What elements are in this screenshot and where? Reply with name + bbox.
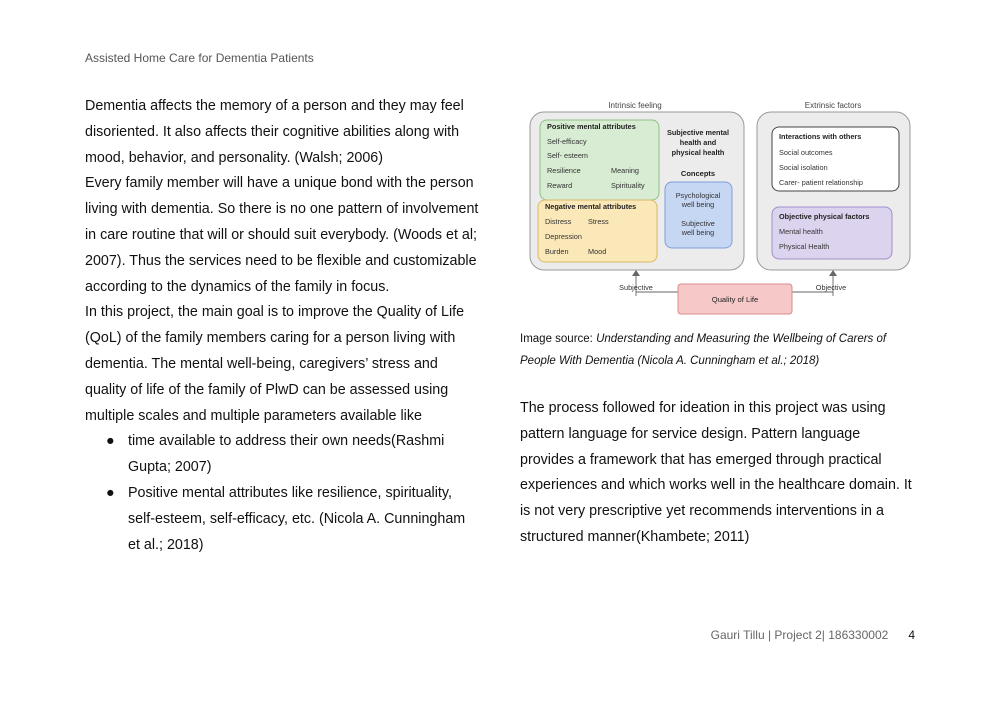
page-footer (650, 628, 915, 642)
negative-title: Negative mental attributes (545, 202, 637, 211)
positive-item: Self-efficacy (547, 137, 587, 146)
list-item-text: time available to address their own needs(Rashmi Gupta; 2007) (128, 433, 445, 476)
objective-physical-item: Mental health (779, 227, 823, 236)
objective-physical-title: Objective physical factors (779, 212, 870, 221)
left-column (85, 94, 480, 558)
paragraph-dementia: Dementia affects the memory of a person and they may feel disoriented. It also affects their cognitive abilities along with mood, behavior, and personality. (Walsh; 2006) (85, 98, 464, 166)
figure-caption (520, 328, 920, 372)
negative-item: Stress (588, 217, 609, 226)
objective-label: Objective (815, 283, 847, 292)
right-column (520, 396, 915, 551)
interactions-item: Carer- patient relationship (779, 178, 863, 187)
positive-item: Spirituality (611, 181, 645, 190)
positive-item: Meaning (611, 166, 639, 175)
extrinsic-title: Extrinsic factors (804, 101, 862, 110)
running-header: Assisted Home Care for Dementia Patients (85, 51, 314, 65)
subjective-health-line: Subjective mental (666, 128, 730, 137)
concept-item: Psychological (675, 191, 721, 200)
arrow-up-icon (632, 270, 640, 276)
bullet-icon: ● (106, 433, 115, 450)
interactions-title: Interactions with others (779, 132, 862, 141)
paragraph-project-goal: In this project, the main goal is to improve the Quality of Life (QoL) of the family members caring for a person living with dementia. The mental well-being, caregivers’ stress and quality of life of the family of PlwD can be assessed using multiple scales and multiple parameters available like (85, 304, 465, 424)
intrinsic-title: Intrinsic feeling (608, 101, 662, 110)
concept-item: well being (681, 200, 715, 209)
parameter-list (85, 429, 480, 558)
negative-item: Depression (545, 232, 582, 241)
list-item-text: Positive mental attributes like resilience, spirituality, self-esteem, self-efficacy, etc. (Nicola A. Cunningham et al.; 2018) (128, 484, 466, 553)
list-item (85, 481, 480, 558)
objective-physical-item: Physical Health (779, 242, 830, 251)
diagram-svg (520, 96, 920, 326)
positive-item: Resilience (547, 166, 581, 175)
positive-title: Positive mental attributes (547, 122, 636, 131)
quality-of-life-label: Quality of Life (711, 295, 759, 304)
connector-arrowheads (632, 270, 837, 276)
wellbeing-diagram (520, 96, 920, 326)
negative-item: Distress (545, 217, 572, 226)
negative-item: Mood (588, 247, 607, 256)
interactions-item: Social outcomes (779, 148, 833, 157)
concepts-title: Concepts (680, 169, 716, 178)
paragraph-pattern-language: The process followed for ideation in this project was using pattern language for service design. Pattern language provides a framework that has emerged through practical experiences and which works well in the healthcare domain. It is not very prescriptive yet recommends interventions in a structured manner(Khambete; 2011) (520, 400, 912, 545)
positive-item: Self- esteem (547, 151, 588, 160)
concept-item: Subjective (681, 219, 715, 228)
paragraph-family-bond: Every family member will have a unique bond with the person living with dementia. So there is no one pattern of involvement in care routine that will or should suit everybody. (Woods et al; 2007). Thus the services need to be flexible and customizable according to the dynamics of the family in focus. (85, 175, 479, 295)
footer-author: Gauri Tillu | Project 2| 186330002 (710, 628, 889, 642)
negative-item: Burden (545, 247, 569, 256)
subjective-health-line: health and (679, 138, 717, 147)
subjective-label: Subjective (619, 283, 653, 292)
page-number: 4 (908, 628, 915, 642)
arrow-up-icon (829, 270, 837, 276)
concept-item: well being (681, 228, 715, 237)
list-item (85, 429, 480, 481)
caption-prefix: Image source: (520, 333, 597, 345)
subjective-health-line: physical health (671, 148, 725, 157)
interactions-item: Social isolation (779, 163, 828, 172)
bullet-icon: ● (106, 484, 115, 501)
caption-citation: Understanding and Measuring the Wellbeing of Carers of People With Dementia (Nicola A. Cunningham et al.; 2018) (520, 333, 887, 367)
positive-item: Reward (547, 181, 573, 190)
